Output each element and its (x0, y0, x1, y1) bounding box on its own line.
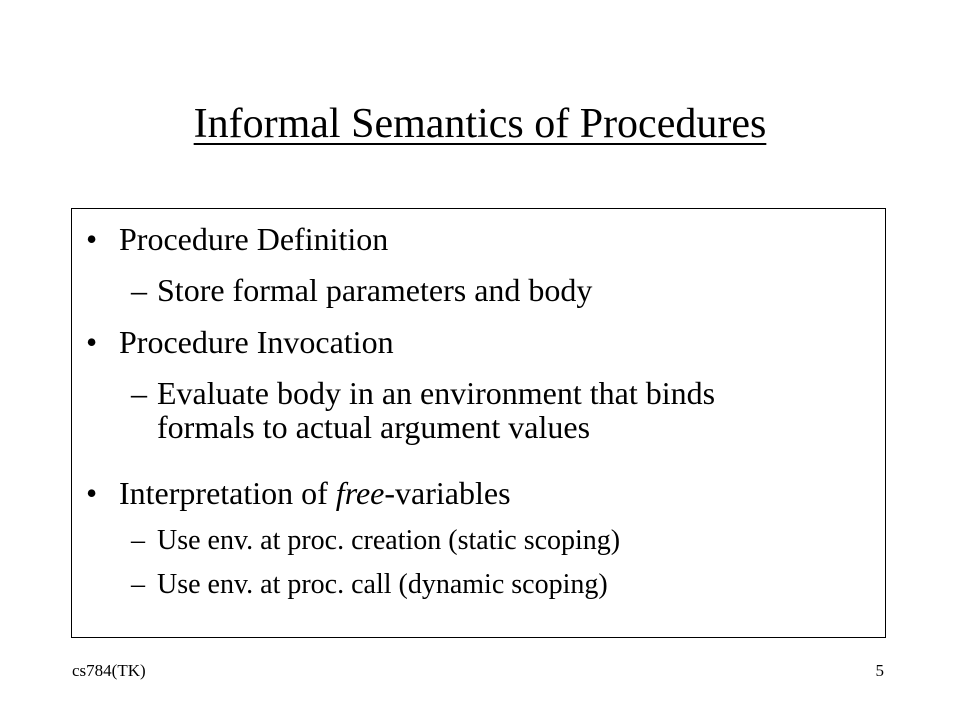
sub-bullet-marker: – (131, 525, 145, 556)
bullet-text-suffix: -variables (384, 475, 511, 511)
slide-title-text: Informal Semantics of Procedures (193, 101, 767, 147)
bullet-marker: • (86, 221, 98, 257)
bullet-text-prefix: Interpretation of (119, 475, 336, 511)
bullet-text-italic: free (335, 475, 385, 511)
sub-bullet-marker: – (131, 569, 145, 600)
bullet-marker: • (86, 475, 98, 511)
sub-bullet-store-formal: Store formal parameters and body (157, 272, 593, 308)
footer-course-label: cs784(TK) (72, 661, 146, 680)
sub-bullet-dynamic-scoping: Use env. at proc. call (dynamic scoping) (157, 569, 608, 600)
sub-bullet-marker: – (131, 375, 147, 411)
sub-bullet-marker: – (131, 272, 147, 308)
bullet-procedure-invocation: Procedure Invocation (119, 324, 394, 360)
footer-page-number: 5 (875, 661, 884, 680)
bullet-procedure-definition: Procedure Definition (119, 221, 389, 257)
slide-title (0, 98, 960, 150)
content-box (71, 208, 886, 638)
sub-bullet-evaluate-body-line1: Evaluate body in an environment that binds (157, 375, 716, 411)
bullet-interpretation-free-variables (119, 474, 511, 512)
sub-bullet-static-scoping: Use env. at proc. creation (static scoping) (157, 525, 621, 556)
bullet-marker: • (86, 324, 98, 360)
sub-bullet-evaluate-body-line2: formals to actual argument values (157, 409, 591, 445)
